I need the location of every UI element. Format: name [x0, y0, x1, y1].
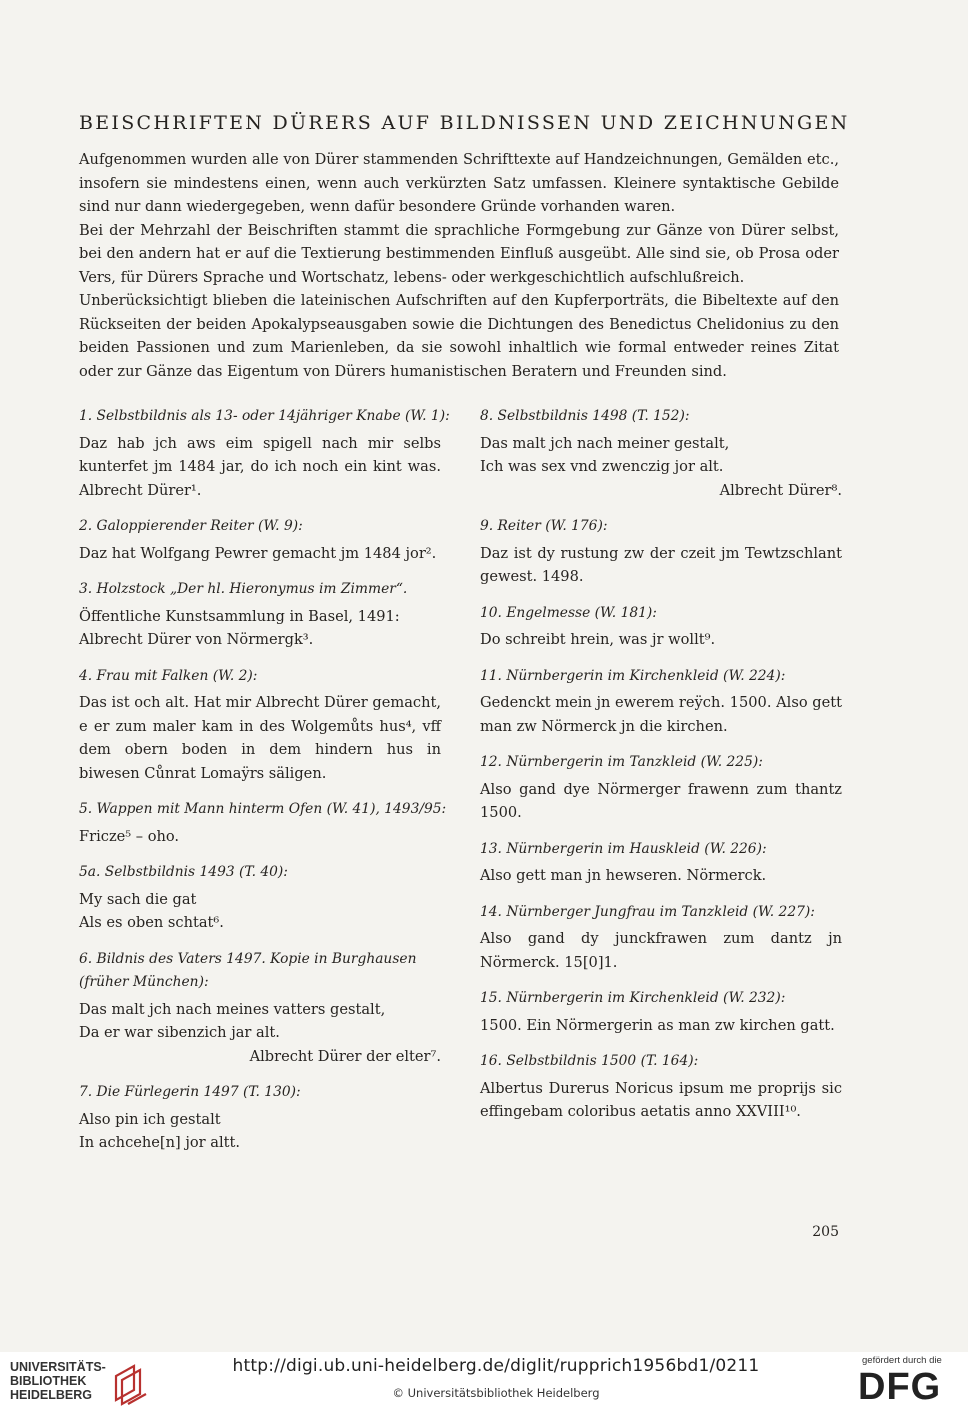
footer-bar	[0, 1352, 968, 1412]
entry	[480, 901, 842, 975]
entry-text: Fricze⁵ – oho.	[79, 827, 180, 845]
entry-text: Das malt jch nach meiner gestalt,	[480, 434, 730, 452]
library-name-line: BIBLIOTHEK	[10, 1374, 87, 1388]
right-column	[480, 405, 842, 1137]
entry	[480, 405, 842, 502]
entry-heading: 7. Die Fürlegerin 1497 (T. 130):	[79, 1084, 301, 1100]
entry-text: Da er war sibenzich jar alt.	[79, 1024, 280, 1041]
entry-text: Also gand dy junckfrawen zum dantz jn Nörmerck. 15[0]1.	[480, 930, 842, 971]
entry-text: My sach die gat	[79, 890, 197, 908]
entry-text: Öffentliche Kunstsammlung in Basel, 1491:	[79, 607, 400, 625]
copyright-notice: © Universitätsbibliothek Heidelberg	[392, 1386, 600, 1400]
entry-text: 1500. Ein Nörmergerin as man zw kirchen gatt.	[480, 1016, 835, 1034]
entry-signature: Albrecht Dürer⁸.	[719, 481, 842, 499]
entry-heading: 8. Selbstbildnis 1498 (T. 152):	[480, 408, 690, 424]
entry-heading: 5a. Selbstbildnis 1493 (T. 40):	[79, 864, 288, 880]
entry-heading: 10. Engelmesse (W. 181):	[480, 604, 657, 621]
entry-text: Also pin ich gestalt	[79, 1110, 221, 1128]
entry-text: Daz hat Wolfgang Pewrer gemacht jm 1484 jor².	[79, 544, 437, 562]
entry-text: Daz ist dy rustung zw der czeit jm Tewtzschlant gewest. 1498.	[480, 544, 842, 585]
library-name-line: UNIVERSITÄTS-	[10, 1360, 106, 1374]
intro-text	[79, 148, 839, 383]
intro-paragraph: Unberücksichtigt blieben die lateinischen Aufschriften auf den Kupferporträts, die Bibeltexte auf den Rückseiten der beiden Apokalypseausgaben sowie die Dichtungen des Benedictus Chelidonius zu den beiden Passionen und zum Marienleben, da sie sowohl inhaltlich wie formal entweder reines Zitat oder zur Gänze das Eigentum von Dürers humanistischen Beratern und Freunden sind.	[79, 292, 839, 380]
entry	[480, 602, 842, 652]
entry-heading: 16. Selbstbildnis 1500 (T. 164):	[480, 1053, 699, 1069]
entry-heading: 1. Selbstbildnis als 13- oder 14jähriger Knabe (W. 1):	[79, 408, 450, 424]
entry	[79, 515, 441, 565]
entry-text: Ich was sex vnd zwenczig jor alt.	[480, 458, 724, 475]
entry-heading: 13. Nürnbergerin im Hauskleid (W. 226):	[480, 840, 767, 857]
library-logo[interactable]	[10, 1360, 170, 1406]
entry	[79, 578, 441, 652]
entry	[480, 1050, 842, 1124]
entry	[79, 798, 447, 848]
entry-heading: 14. Nürnberger Jungfrau im Tanzkleid (W. 227):	[480, 903, 815, 920]
entry-signature: Albrecht Dürer der elter⁷.	[249, 1047, 441, 1065]
entry	[79, 861, 441, 935]
entry-text: Als es oben schtat⁶.	[79, 914, 224, 931]
entry-text: Daz hab jch aws eim spigell nach mir selbs kunterfet jm 1484 jar, do ich noch ein kint was. Albrecht Dürer¹.	[79, 434, 441, 499]
permalink-url[interactable]: http://digi.ub.uni-heidelberg.de/diglit/rupprich1956bd1/0211	[232, 1356, 760, 1376]
intro-paragraph: Bei der Mehrzahl der Beischriften stammt die sprachliche Formgebung zur Gänze von Dürer selbst, bei den andern hat er auf die Textierung bestimmenden Einfluß ausgeübt. Alle sind sie, ob Prosa oder Vers, für Dürers Sprache und Wortschatz, lebens- oder werkgeschichtlich aufschlußreich.	[79, 221, 839, 286]
entry-heading: 4. Frau mit Falken (W. 2):	[79, 667, 258, 684]
entry-heading: 3. Holzstock „Der hl. Hieronymus im Zimmer“.	[79, 581, 408, 597]
entry-text: Gedenckt mein jn ewerem reÿch. 1500. Also gett man zw Nörmerck jn die kirchen.	[480, 694, 842, 735]
entry-text: Do schreibt hrein, was jr wollt⁹.	[480, 631, 716, 648]
entry-text: Albertus Durerus Noricus ipsum me proprijs sic effingebam coloribus aetatis anno XXVIII¹⁰.	[480, 1079, 842, 1120]
entry	[480, 987, 842, 1037]
entry-heading: 6. Bildnis des Vaters 1497. Kopie in Burghausen (früher München):	[79, 950, 417, 990]
entry	[480, 515, 842, 589]
entry-text: Das ist och alt. Hat mir Albrecht Dürer gemacht, e er zum maler kam in des Wolgemůts hus⁴, vff dem obern boden in dem hindern hus in biwesen Cůnrat Lomaÿrs säligen.	[79, 694, 441, 782]
library-name	[10, 1360, 106, 1402]
page-number: 205	[812, 1224, 839, 1240]
entry-text: Albrecht Dürer von Nörmergk³.	[79, 631, 314, 648]
entry-text: Das malt jch nach meines vatters gestalt,	[79, 1000, 386, 1018]
intro-paragraph: Aufgenommen wurden alle von Dürer stammenden Schrifttexte auf Handzeichnungen, Gemälden etc., insofern sie mindestens einen, wenn auch verkürzten Satz umfassen. Kleinere syntaktische Gebilde sind nur dann wiedergegeben, wenn dafür besondere Gründe vorhanden waren.	[79, 151, 839, 215]
entry	[480, 665, 842, 739]
page-title: BEISCHRIFTEN DÜRERS AUF BILDNISSEN UND ZEICHNUNGEN	[79, 112, 850, 134]
entry-text: Also gand dye Nörmerger frawenn zum thantz 1500.	[480, 780, 842, 821]
funding-label: gefördert durch die	[862, 1355, 942, 1366]
entry-heading: 9. Reiter (W. 176):	[480, 518, 608, 534]
entry-heading: 2. Galoppierender Reiter (W. 9):	[79, 518, 303, 534]
library-name-line: HEIDELBERG	[10, 1388, 92, 1402]
left-column	[79, 405, 450, 1168]
entry	[79, 405, 450, 502]
entry	[480, 838, 842, 888]
dfg-logo: DFG	[858, 1366, 942, 1408]
entry	[79, 1081, 441, 1155]
library-logo-icon	[108, 1362, 150, 1406]
entry	[480, 751, 842, 825]
entry-text: In achcehe[n] jor altt.	[79, 1134, 241, 1151]
entry	[79, 665, 441, 786]
entry-heading: 12. Nürnbergerin im Tanzkleid (W. 225):	[480, 754, 763, 770]
entry	[79, 948, 441, 1069]
entry-heading: 15. Nürnbergerin im Kirchenkleid (W. 232):	[480, 990, 786, 1006]
entry-heading: 11. Nürnbergerin im Kirchenkleid (W. 224):	[480, 667, 786, 684]
entry-heading: 5. Wappen mit Mann hinterm Ofen (W. 41), 1493/95:	[79, 801, 447, 817]
entry-text: Also gett man jn hewseren. Nörmerck.	[480, 867, 767, 884]
